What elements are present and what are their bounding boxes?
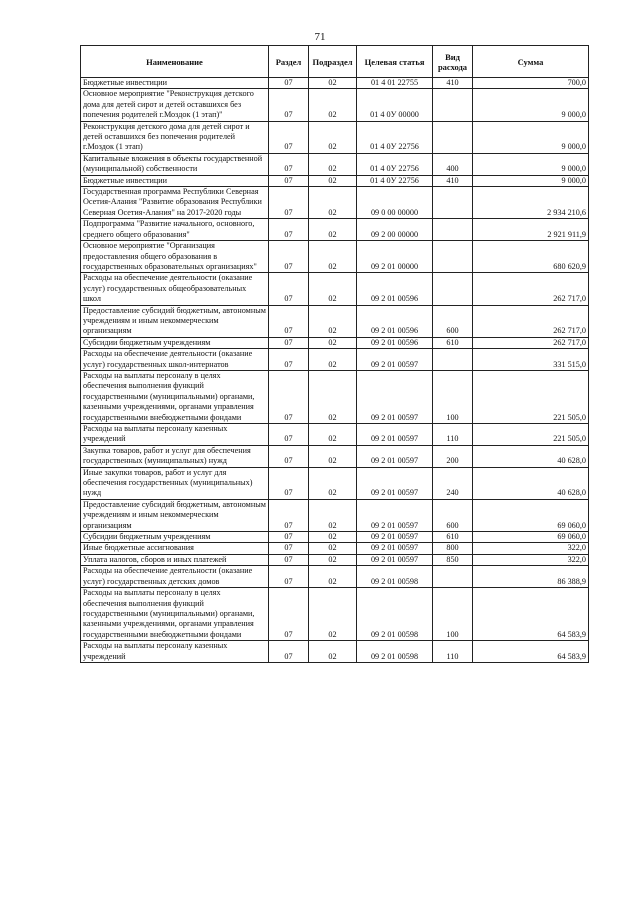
row-section-cell: 07 xyxy=(269,305,309,337)
row-subsection-cell: 02 xyxy=(309,78,357,89)
row-sum-cell: 2 921 911,9 xyxy=(473,219,589,241)
row-section-cell: 07 xyxy=(269,566,309,588)
header-subsection: Подраздел xyxy=(309,46,357,78)
row-section-cell: 07 xyxy=(269,543,309,554)
table-row xyxy=(81,337,589,348)
row-name-cell: Субсидии бюджетным учреждениям xyxy=(81,532,269,543)
table-row xyxy=(81,121,589,153)
table-row xyxy=(81,499,589,531)
row-kind-cell: 850 xyxy=(433,554,473,565)
row-target-cell: 09 2 01 00597 xyxy=(357,424,433,446)
row-kind-cell: 600 xyxy=(433,499,473,531)
row-target-cell: 09 2 01 00598 xyxy=(357,588,433,641)
row-kind-cell: 610 xyxy=(433,532,473,543)
row-subsection-cell: 02 xyxy=(309,588,357,641)
row-subsection-cell: 02 xyxy=(309,175,357,186)
row-target-cell: 09 2 01 00000 xyxy=(357,241,433,273)
row-target-cell: 09 2 01 00597 xyxy=(357,499,433,531)
row-target-cell: 01 4 0У 22756 xyxy=(357,121,433,153)
row-section-cell: 07 xyxy=(269,370,309,423)
row-subsection-cell: 02 xyxy=(309,89,357,121)
row-kind-cell: 600 xyxy=(433,305,473,337)
row-target-cell: 01 4 0У 22756 xyxy=(357,175,433,186)
row-section-cell: 07 xyxy=(269,641,309,663)
table-row xyxy=(81,273,589,305)
row-target-cell: 09 2 01 00598 xyxy=(357,566,433,588)
row-subsection-cell: 02 xyxy=(309,305,357,337)
row-subsection-cell: 02 xyxy=(309,566,357,588)
row-section-cell: 07 xyxy=(269,89,309,121)
row-subsection-cell: 02 xyxy=(309,121,357,153)
row-section-cell: 07 xyxy=(269,121,309,153)
row-section-cell: 07 xyxy=(269,499,309,531)
row-section-cell: 07 xyxy=(269,187,309,219)
table-row xyxy=(81,78,589,89)
row-sum-cell: 64 583,9 xyxy=(473,641,589,663)
row-sum-cell: 64 583,9 xyxy=(473,588,589,641)
row-name-cell: Бюджетные инвестиции xyxy=(81,175,269,186)
table-row xyxy=(81,532,589,543)
row-sum-cell: 69 060,0 xyxy=(473,532,589,543)
row-name-cell: Расходы на обеспечение деятельности (оказание услуг) государственных школ-интернатов xyxy=(81,349,269,371)
budget-table xyxy=(80,45,589,663)
row-subsection-cell: 02 xyxy=(309,467,357,499)
row-kind-cell xyxy=(433,121,473,153)
row-subsection-cell: 02 xyxy=(309,153,357,175)
row-section-cell: 07 xyxy=(269,273,309,305)
row-sum-cell: 680 620,9 xyxy=(473,241,589,273)
row-target-cell: 09 2 01 00597 xyxy=(357,349,433,371)
row-kind-cell xyxy=(433,187,473,219)
table-row xyxy=(81,424,589,446)
row-subsection-cell: 02 xyxy=(309,554,357,565)
row-sum-cell: 9 000,0 xyxy=(473,121,589,153)
row-section-cell: 07 xyxy=(269,349,309,371)
row-kind-cell xyxy=(433,566,473,588)
row-sum-cell: 221 505,0 xyxy=(473,370,589,423)
table-header xyxy=(81,46,589,78)
row-sum-cell: 69 060,0 xyxy=(473,499,589,531)
row-target-cell: 09 2 01 00597 xyxy=(357,554,433,565)
table-row xyxy=(81,370,589,423)
row-target-cell: 09 2 01 00597 xyxy=(357,543,433,554)
row-subsection-cell: 02 xyxy=(309,543,357,554)
table-row xyxy=(81,554,589,565)
row-subsection-cell: 02 xyxy=(309,349,357,371)
row-sum-cell: 9 000,0 xyxy=(473,153,589,175)
row-sum-cell: 86 388,9 xyxy=(473,566,589,588)
row-kind-cell: 110 xyxy=(433,641,473,663)
row-subsection-cell: 02 xyxy=(309,641,357,663)
row-section-cell: 07 xyxy=(269,467,309,499)
row-sum-cell: 262 717,0 xyxy=(473,305,589,337)
row-section-cell: 07 xyxy=(269,532,309,543)
row-subsection-cell: 02 xyxy=(309,241,357,273)
row-kind-cell xyxy=(433,89,473,121)
row-kind-cell: 410 xyxy=(433,175,473,186)
row-name-cell: Основное мероприятие "Организация предоставления общего образования в государственных образовательных организациях" xyxy=(81,241,269,273)
table-row xyxy=(81,153,589,175)
row-target-cell: 09 2 01 00597 xyxy=(357,467,433,499)
row-kind-cell: 410 xyxy=(433,78,473,89)
row-name-cell: Реконструкция детского дома для детей сирот и детей оставшихся без попечения родителей г.Моздок (1 этап) xyxy=(81,121,269,153)
row-target-cell: 09 2 01 00597 xyxy=(357,370,433,423)
row-name-cell: Расходы на обеспечение деятельности (оказание услуг) государственных общеобразовательных школ xyxy=(81,273,269,305)
row-target-cell: 01 4 0У 22756 xyxy=(357,153,433,175)
row-kind-cell xyxy=(433,273,473,305)
row-name-cell: Основное мероприятие "Реконструкция детского дома для детей сирот и детей оставшихся без попечения родителей г.Моздок (1 этап)" xyxy=(81,89,269,121)
row-kind-cell xyxy=(433,241,473,273)
row-target-cell: 09 0 00 00000 xyxy=(357,187,433,219)
row-section-cell: 07 xyxy=(269,153,309,175)
row-kind-cell: 240 xyxy=(433,467,473,499)
row-subsection-cell: 02 xyxy=(309,499,357,531)
table-row xyxy=(81,175,589,186)
row-name-cell: Расходы на выплаты персоналу в целях обеспечения выполнения функций государственными (муниципальными) органами, казенными учреждениями, органами управления государственными внебюджетными фондами xyxy=(81,370,269,423)
table-row xyxy=(81,89,589,121)
row-target-cell: 09 2 01 00596 xyxy=(357,273,433,305)
row-target-cell: 09 2 01 00597 xyxy=(357,445,433,467)
header-row xyxy=(81,46,589,78)
table-row xyxy=(81,349,589,371)
row-name-cell: Подпрограмма "Развитие начального, основного, среднего общего образования" xyxy=(81,219,269,241)
row-section-cell: 07 xyxy=(269,219,309,241)
row-name-cell: Расходы на выплаты персоналу в целях обеспечения выполнения функций государственными (муниципальными) органами, казенными учреждениями, органами управления государственными внебюджетными фондами xyxy=(81,588,269,641)
table-row xyxy=(81,467,589,499)
page-number: 71 xyxy=(314,31,326,43)
row-kind-cell xyxy=(433,219,473,241)
table-body xyxy=(81,78,589,663)
row-section-cell: 07 xyxy=(269,241,309,273)
row-name-cell: Иные закупки товаров, работ и услуг для обеспечения государственных (муниципальных) нужд xyxy=(81,467,269,499)
row-section-cell: 07 xyxy=(269,337,309,348)
row-sum-cell: 9 000,0 xyxy=(473,175,589,186)
row-sum-cell: 322,0 xyxy=(473,554,589,565)
row-subsection-cell: 02 xyxy=(309,445,357,467)
row-kind-cell: 200 xyxy=(433,445,473,467)
header-target: Целевая статья xyxy=(357,46,433,78)
row-kind-cell xyxy=(433,349,473,371)
header-section: Раздел xyxy=(269,46,309,78)
table-row xyxy=(81,445,589,467)
row-name-cell: Расходы на обеспечение деятельности (оказание услуг) государственных детских домов xyxy=(81,566,269,588)
row-target-cell: 09 2 01 00597 xyxy=(357,532,433,543)
row-name-cell: Государственная программа Республики Северная Осетия-Алания "Развитие образования Республики Северная Осетия-Алания" на 2017-2020 годы xyxy=(81,187,269,219)
row-section-cell: 07 xyxy=(269,588,309,641)
row-subsection-cell: 02 xyxy=(309,532,357,543)
row-target-cell: 01 4 01 22755 xyxy=(357,78,433,89)
row-kind-cell: 110 xyxy=(433,424,473,446)
row-section-cell: 07 xyxy=(269,424,309,446)
table-row xyxy=(81,588,589,641)
row-section-cell: 07 xyxy=(269,78,309,89)
row-sum-cell: 262 717,0 xyxy=(473,273,589,305)
row-name-cell: Субсидии бюджетным учреждениям xyxy=(81,337,269,348)
table-row xyxy=(81,305,589,337)
table-row xyxy=(81,219,589,241)
row-kind-cell: 100 xyxy=(433,588,473,641)
row-target-cell: 01 4 0У 00000 xyxy=(357,89,433,121)
row-target-cell: 09 2 01 00598 xyxy=(357,641,433,663)
row-sum-cell: 40 628,0 xyxy=(473,445,589,467)
table-row xyxy=(81,187,589,219)
table-row xyxy=(81,566,589,588)
row-subsection-cell: 02 xyxy=(309,337,357,348)
row-section-cell: 07 xyxy=(269,445,309,467)
row-sum-cell: 9 000,0 xyxy=(473,89,589,121)
row-sum-cell: 331 515,0 xyxy=(473,349,589,371)
row-sum-cell: 40 628,0 xyxy=(473,467,589,499)
row-subsection-cell: 02 xyxy=(309,424,357,446)
row-name-cell: Расходы на выплаты персоналу казенных учреждений xyxy=(81,424,269,446)
header-name: Наименование xyxy=(81,46,269,78)
table-row xyxy=(81,543,589,554)
row-name-cell: Уплата налогов, сборов и иных платежей xyxy=(81,554,269,565)
row-name-cell: Бюджетные инвестиции xyxy=(81,78,269,89)
row-sum-cell: 700,0 xyxy=(473,78,589,89)
row-kind-cell: 610 xyxy=(433,337,473,348)
row-kind-cell: 800 xyxy=(433,543,473,554)
row-section-cell: 07 xyxy=(269,554,309,565)
row-subsection-cell: 02 xyxy=(309,273,357,305)
row-name-cell: Иные бюджетные ассигнования xyxy=(81,543,269,554)
row-target-cell: 09 2 01 00596 xyxy=(357,305,433,337)
row-subsection-cell: 02 xyxy=(309,219,357,241)
header-kind: Вид расхода xyxy=(433,46,473,78)
row-name-cell: Расходы на выплаты персоналу казенных учреждений xyxy=(81,641,269,663)
row-name-cell: Закупка товаров, работ и услуг для обеспечения государственных (муниципальных) нужд xyxy=(81,445,269,467)
row-sum-cell: 2 934 210,6 xyxy=(473,187,589,219)
table-row xyxy=(81,641,589,663)
row-name-cell: Капитальные вложения в объекты государственной (муниципальной) собственности xyxy=(81,153,269,175)
row-target-cell: 09 2 01 00596 xyxy=(357,337,433,348)
header-sum: Сумма xyxy=(473,46,589,78)
row-sum-cell: 221 505,0 xyxy=(473,424,589,446)
row-name-cell: Предоставление субсидий бюджетным, автономным учреждениям и иным некоммерческим организациям xyxy=(81,305,269,337)
row-kind-cell: 400 xyxy=(433,153,473,175)
row-subsection-cell: 02 xyxy=(309,187,357,219)
row-section-cell: 07 xyxy=(269,175,309,186)
row-target-cell: 09 2 00 00000 xyxy=(357,219,433,241)
row-sum-cell: 262 717,0 xyxy=(473,337,589,348)
row-sum-cell: 322,0 xyxy=(473,543,589,554)
table-row xyxy=(81,241,589,273)
row-subsection-cell: 02 xyxy=(309,370,357,423)
row-kind-cell: 100 xyxy=(433,370,473,423)
row-name-cell: Предоставление субсидий бюджетным, автономным учреждениям и иным некоммерческим организациям xyxy=(81,499,269,531)
